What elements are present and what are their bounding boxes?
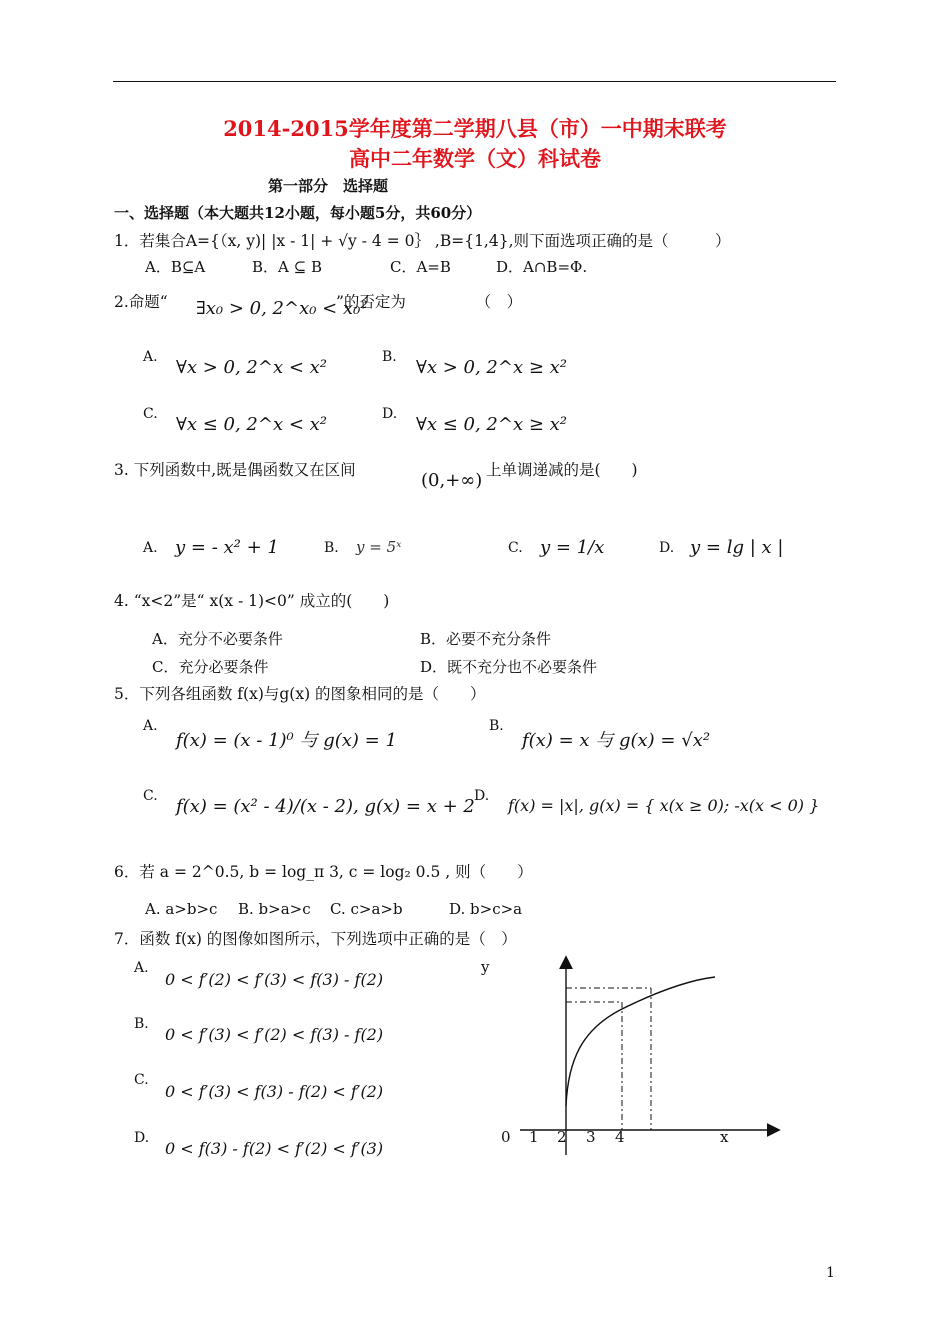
q7-option-c: 0 < f′(3) < f(3) - f(2) < f′(2) xyxy=(165,1082,384,1101)
q3-stem-pre: 3. 下列函数中,既是偶函数又在区间 xyxy=(114,461,356,479)
q4-option-d: D．既不充分也不必要条件 xyxy=(420,658,598,676)
q3-option-c: y = 1/x xyxy=(540,537,605,558)
q4-option-a: A．充分不必要条件 xyxy=(152,630,283,648)
title-line-2: 高中二年数学（文）科试卷 xyxy=(349,146,601,171)
q1-option-d: D．A∩B=Φ. xyxy=(496,258,588,276)
q7-function-graph xyxy=(470,950,790,1160)
q2-option-c-label: C. xyxy=(143,406,158,422)
graph-tick-2: 2 xyxy=(557,1128,567,1146)
top-rule xyxy=(113,81,836,82)
q3-option-a: y = - x² + 1 xyxy=(175,537,279,558)
q2-stem-post: ”的否定为 （ ） xyxy=(336,293,523,311)
q2-option-a-label: A. xyxy=(143,349,158,365)
q3-option-b-label: B. xyxy=(324,540,339,556)
graph-tick-1: 1 xyxy=(529,1128,539,1146)
q3-option-a-label: A. xyxy=(143,540,158,556)
graph-origin-label: 0 xyxy=(501,1128,511,1146)
q6-option-d: D. b>c>a xyxy=(449,900,523,918)
q6-option-c: C. c>a>b xyxy=(330,900,403,918)
graph-y-label: y xyxy=(481,958,490,976)
q5-option-a: f(x) = (x - 1)⁰ 与 g(x) = 1 xyxy=(176,730,397,751)
q3-stem-post: 上单调递减的是( ) xyxy=(486,461,638,479)
q4-stem: 4. “x<2”是“ x(x - 1)<0” 成立的( ) xyxy=(114,592,390,610)
q4-option-b: B．必要不充分条件 xyxy=(420,630,552,648)
title-line-1: 2014-2015学年度第二学期八县（市）一中期末联考 xyxy=(223,116,727,141)
q4-option-c: C．充分必要条件 xyxy=(152,658,269,676)
graph-tick-3: 3 xyxy=(586,1128,596,1146)
q2-option-d-label: D. xyxy=(382,406,398,422)
q1-stem: 1．若集合A={（x, y)| |x - 1| + √y - 4 = 0｝ ,B={1,4},则下面选项正确的是（ ） xyxy=(114,232,731,250)
q3-interval: (0,+∞) xyxy=(421,470,483,491)
section-heading: 一、选择题（本大题共12小题，每小题5分，共60分） xyxy=(114,204,482,222)
q5-option-d-label: D. xyxy=(474,788,490,804)
q7-option-a: 0 < f′(2) < f′(3) < f(3) - f(2) xyxy=(165,970,384,989)
q6-stem: 6．若 a = 2^0.5, b = log_π 3, c = log₂ 0.5 , 则（ ） xyxy=(114,863,533,881)
function-curve xyxy=(566,977,715,1106)
q5-option-a-label: A. xyxy=(143,718,158,734)
q5-option-b-label: B. xyxy=(489,718,504,734)
q1-option-a: A．B⊆A xyxy=(145,258,206,276)
q3-option-d: y = lg | x | xyxy=(690,537,784,558)
q7-option-a-label: A. xyxy=(134,960,149,976)
q7-option-c-label: C. xyxy=(134,1072,149,1088)
part-heading: 第一部分 选择题 xyxy=(268,177,389,195)
q6-option-b: B. b>a>c xyxy=(238,900,311,918)
q2-option-b-label: B. xyxy=(382,349,397,365)
q7-option-d: 0 < f(3) - f(2) < f′(2) < f′(3) xyxy=(165,1139,384,1158)
q2-option-c: ∀x ≤ 0, 2^x < x² xyxy=(176,414,328,435)
q5-option-c: f(x) = (x² - 4)/(x - 2), g(x) = x + 2 xyxy=(176,796,475,817)
q6-option-a: A. a>b>c xyxy=(145,900,218,918)
graph-x-label: x xyxy=(720,1128,729,1146)
q3-option-d-label: D. xyxy=(659,540,675,556)
q5-option-d: f(x) = |x|, g(x) = { x(x ≥ 0); -x(x < 0) } xyxy=(508,796,820,815)
q2-option-b: ∀x > 0, 2^x ≥ x² xyxy=(416,357,568,378)
q1-option-b: B．A ⊆ B xyxy=(252,258,322,276)
q2-option-a: ∀x > 0, 2^x < x² xyxy=(176,357,328,378)
q1-option-c: C．A=B xyxy=(390,258,451,276)
q2-stem-pre: 2.命题“ xyxy=(114,293,168,311)
q3-option-c-label: C. xyxy=(508,540,523,556)
q7-option-d-label: D. xyxy=(134,1130,150,1146)
q3-option-b: y = 5ˣ xyxy=(356,538,402,556)
q2-stem-math: ∃x₀ > 0, 2^x₀ < x₀² xyxy=(196,298,368,319)
q7-option-b: 0 < f′(3) < f′(2) < f(3) - f(2) xyxy=(165,1025,384,1044)
page-number: 1 xyxy=(826,1265,835,1281)
q5-stem: 5．下列各组函数 f(x)与g(x) 的图象相同的是（ ） xyxy=(114,685,486,703)
q5-option-c-label: C. xyxy=(143,788,158,804)
graph-tick-4: 4 xyxy=(615,1128,625,1146)
q7-stem: 7．函数 f(x) 的图像如图所示，下列选项中正确的是（ ） xyxy=(114,930,517,948)
q5-option-b: f(x) = x 与 g(x) = √x² xyxy=(522,730,711,751)
q2-option-d: ∀x ≤ 0, 2^x ≥ x² xyxy=(416,414,568,435)
q7-option-b-label: B. xyxy=(134,1016,149,1032)
